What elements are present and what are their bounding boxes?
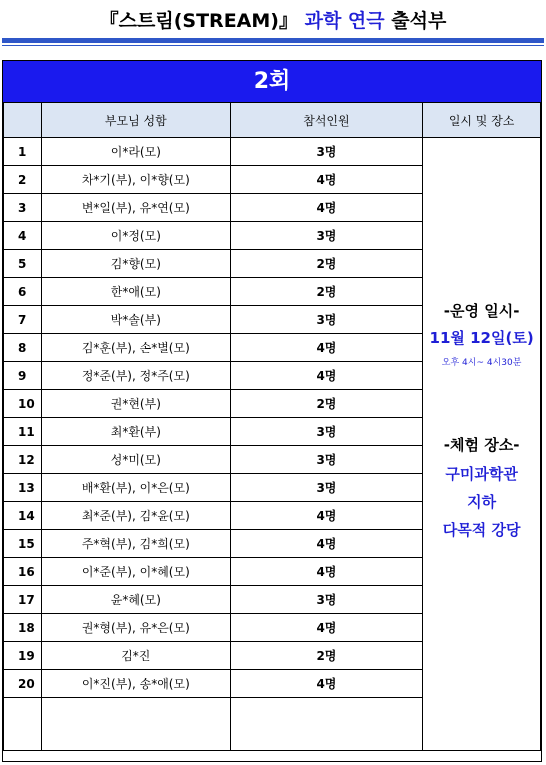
row-number: 11: [4, 418, 42, 446]
header-attendees: 참석인원: [230, 103, 423, 138]
table-row: [4, 138, 541, 166]
parent-name-cell: 정*준(부), 정*주(모): [41, 362, 230, 390]
attendee-count-cell: 4명: [230, 530, 423, 558]
header-parent-name: 부모님 성함: [41, 103, 230, 138]
parent-name-cell: 윤*혜(모): [41, 586, 230, 614]
attendee-count-cell: 3명: [230, 446, 423, 474]
title-prefix: 『스트림(STREAM)』: [99, 10, 298, 32]
parent-name-cell: 이*정(모): [41, 222, 230, 250]
attendee-count-cell: 4명: [230, 502, 423, 530]
row-number: 9: [4, 362, 42, 390]
row-number: 17: [4, 586, 42, 614]
attendee-count-cell: 3명: [230, 474, 423, 502]
attendee-count-cell: 2명: [230, 278, 423, 306]
attendee-count-cell: 3명: [230, 222, 423, 250]
row-number: 1: [4, 138, 42, 166]
row-number: 6: [4, 278, 42, 306]
attendee-count-cell: 4명: [230, 194, 423, 222]
event-date: 11월 12일(토): [429, 329, 534, 347]
title-suffix: 출석부: [391, 10, 447, 32]
row-number: 7: [4, 306, 42, 334]
venue-line-1: 구미과학관: [445, 465, 518, 483]
attendee-count-cell: 3명: [230, 586, 423, 614]
parent-name-cell: 김*훈(부), 손*별(모): [41, 334, 230, 362]
parent-name-cell: 이*준(부), 이*혜(모): [41, 558, 230, 586]
attendee-count-cell: 4명: [230, 362, 423, 390]
parent-name-cell: 성*미(모): [41, 446, 230, 474]
row-number: 15: [4, 530, 42, 558]
row-number: 14: [4, 502, 42, 530]
parent-name-cell: 주*혁(부), 김*희(모): [41, 530, 230, 558]
row-number: 3: [4, 194, 42, 222]
venue-line-3: 다목적 강당: [442, 521, 521, 539]
attendee-count-cell: 4명: [230, 614, 423, 642]
event-time: 오후 4시~ 4시30분: [441, 358, 522, 368]
parent-name-cell: 최*환(부): [41, 418, 230, 446]
attendee-count-cell: 4명: [230, 558, 423, 586]
page-title: [0, 6, 546, 33]
parent-name-cell: 이*라(모): [41, 138, 230, 166]
attendee-count-cell: 4명: [230, 334, 423, 362]
row-number: 20: [4, 670, 42, 698]
row-number: 2: [4, 166, 42, 194]
row-number: 12: [4, 446, 42, 474]
row-number: 8: [4, 334, 42, 362]
attendee-count-cell: 4명: [230, 166, 423, 194]
attendee-count-cell: 3명: [230, 306, 423, 334]
row-number: 4: [4, 222, 42, 250]
parent-name-cell: 박*솔(부): [41, 306, 230, 334]
row-number: 19: [4, 642, 42, 670]
parent-name-cell: 변*일(부), 유*연(모): [41, 194, 230, 222]
attendee-count-cell: 2명: [230, 250, 423, 278]
attendee-count-cell: 2명: [230, 642, 423, 670]
attendee-count-cell: 3명: [230, 138, 423, 166]
title-underline-thin: [2, 45, 544, 46]
date-place-info: [423, 138, 540, 750]
venue-heading: -체험 장소-: [443, 436, 520, 454]
operating-time-heading: -운영 일시-: [443, 302, 520, 320]
attendance-sheet: [2, 60, 542, 762]
attendee-count-cell: 4명: [230, 670, 423, 698]
date-place-cell: [423, 138, 541, 751]
parent-name-cell: 배*환(부), 이*은(모): [41, 474, 230, 502]
parent-name-cell: 권*형(부), 유*은(모): [41, 614, 230, 642]
row-number: 16: [4, 558, 42, 586]
parent-name-cell: 이*진(부), 송*애(모): [41, 670, 230, 698]
parent-name-cell: 최*준(부), 김*윤(모): [41, 502, 230, 530]
row-number: 18: [4, 614, 42, 642]
parent-name-cell: 차*기(부), 이*향(모): [41, 166, 230, 194]
parent-name-cell: 권*현(부): [41, 390, 230, 418]
row-number: 10: [4, 390, 42, 418]
attendance-table: [3, 102, 541, 751]
session-banner: 2회: [3, 61, 541, 102]
empty-cell: [4, 698, 42, 751]
empty-cell: [230, 698, 423, 751]
title-underline: [2, 38, 544, 43]
header-date-place: 일시 및 장소: [423, 103, 541, 138]
attendee-count-cell: 3명: [230, 418, 423, 446]
parent-name-cell: 김*향(모): [41, 250, 230, 278]
venue-line-2: 지하: [467, 493, 497, 511]
header-row: [4, 103, 541, 138]
title-highlight: 과학 연극: [304, 10, 385, 32]
parent-name-cell: 김*진: [41, 642, 230, 670]
header-no: [4, 103, 42, 138]
empty-cell: [41, 698, 230, 751]
attendee-count-cell: 2명: [230, 390, 423, 418]
parent-name-cell: 한*애(모): [41, 278, 230, 306]
row-number: 13: [4, 474, 42, 502]
row-number: 5: [4, 250, 42, 278]
